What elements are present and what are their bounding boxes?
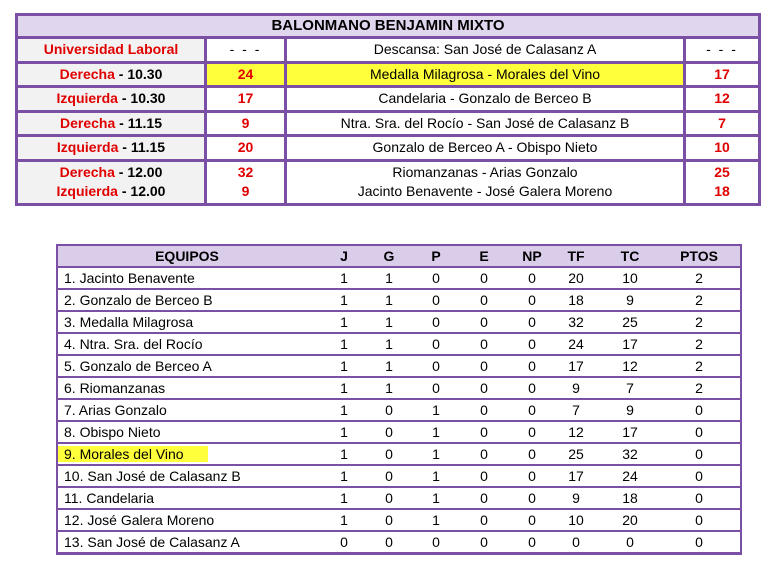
stat-tc: 20 — [622, 512, 638, 528]
stat-np: 0 — [528, 292, 536, 308]
stat-np: 0 — [528, 446, 536, 462]
stat-g: 1 — [385, 292, 393, 308]
team-name — [58, 466, 316, 486]
stat-pts: 2 — [695, 336, 703, 352]
stat-np: 0 — [528, 402, 536, 418]
team-name — [58, 400, 316, 420]
match-name: Jacinto Benavente - José Galera Moreno — [287, 181, 683, 203]
team-name — [58, 268, 316, 288]
team-label: 11. Candelaria — [64, 490, 155, 506]
results-row — [18, 113, 758, 135]
away-score: 7 — [686, 113, 758, 135]
court-time-cell: Derecha - 11.15 — [18, 113, 204, 135]
stat-pts: 2 — [695, 292, 703, 308]
stat-p: 0 — [432, 380, 440, 396]
stat-tc: 24 — [622, 468, 638, 484]
stat-e: 0 — [480, 402, 488, 418]
stat-e: 0 — [480, 446, 488, 462]
stat-pts: 0 — [695, 490, 703, 506]
team-name — [58, 290, 316, 310]
stat-tf: 7 — [572, 402, 580, 418]
stat-g: 0 — [385, 534, 393, 550]
stat-tc: 18 — [622, 490, 638, 506]
team-label: 12. José Galera Moreno — [64, 512, 215, 528]
court-time-cell: Universidad Laboral — [18, 39, 204, 61]
away-score: 18 — [686, 181, 758, 203]
stat-tf: 24 — [568, 336, 584, 352]
stat-tc: 25 — [622, 314, 638, 330]
stat-j: 1 — [340, 380, 348, 396]
standings-header — [58, 246, 740, 266]
stat-e: 0 — [480, 380, 488, 396]
stat-tf: 10 — [568, 512, 584, 528]
team-label: 1. Jacinto Benavente — [64, 270, 195, 286]
stat-p: 1 — [432, 468, 440, 484]
stat-tc: 17 — [622, 336, 638, 352]
stat-pts: 0 — [695, 402, 703, 418]
stat-tf: 20 — [568, 270, 584, 286]
team-label: 3. Medalla Milagrosa — [64, 314, 194, 330]
team-name — [58, 444, 316, 464]
stat-e: 0 — [480, 534, 488, 550]
court-time-cell: Derecha - 12.00 — [18, 162, 204, 184]
match-name: Medalla Milagrosa - Morales del Vino — [287, 64, 683, 86]
stat-j: 0 — [340, 534, 348, 550]
home-score: 24 — [207, 64, 284, 86]
table-row — [58, 378, 740, 398]
stat-np: 0 — [528, 380, 536, 396]
match-name: Gonzalo de Berceo A - Obispo Nieto — [287, 137, 683, 159]
stat-pts: 2 — [695, 380, 703, 396]
stat-tf: 9 — [572, 490, 580, 506]
stat-g: 1 — [385, 380, 393, 396]
stat-tc: 0 — [626, 534, 634, 550]
away-score: 25 — [686, 162, 758, 184]
stat-np: 0 — [528, 490, 536, 506]
results-row — [18, 39, 758, 61]
away-score: - - - — [686, 39, 758, 61]
team-label: 8. Obispo Nieto — [64, 424, 161, 440]
header-team: EQUIPOS — [155, 248, 219, 264]
court-time-cell: Izquierda - 10.30 — [18, 88, 204, 110]
stat-p: 1 — [432, 446, 440, 462]
stat-tf: 0 — [572, 534, 580, 550]
home-score: 9 — [207, 113, 284, 135]
table-row — [58, 290, 740, 310]
team-name — [58, 356, 316, 376]
stat-j: 1 — [340, 292, 348, 308]
stat-np: 0 — [528, 270, 536, 286]
stat-np: 0 — [528, 358, 536, 374]
table-row — [58, 532, 740, 552]
stat-e: 0 — [480, 270, 488, 286]
away-score: 17 — [686, 64, 758, 86]
team-label: 5. Gonzalo de Berceo A — [64, 358, 212, 374]
stat-np: 0 — [528, 534, 536, 550]
stat-pts: 0 — [695, 424, 703, 440]
stat-j: 1 — [340, 336, 348, 352]
stat-e: 0 — [480, 314, 488, 330]
stat-np: 0 — [528, 424, 536, 440]
stat-g: 1 — [385, 336, 393, 352]
table-row — [58, 268, 740, 288]
stat-p: 0 — [432, 270, 440, 286]
stat-j: 1 — [340, 424, 348, 440]
results-row — [18, 181, 758, 203]
team-name — [58, 378, 316, 398]
home-score: 32 — [207, 162, 284, 184]
team-label: 2. Gonzalo de Berceo B — [64, 292, 213, 308]
stat-j: 1 — [340, 468, 348, 484]
stat-j: 1 — [340, 446, 348, 462]
table-row — [58, 334, 740, 354]
header-np: NP — [522, 248, 542, 264]
stat-tc: 9 — [626, 402, 634, 418]
home-score: - - - — [207, 39, 284, 61]
team-name — [58, 334, 316, 354]
results-row — [18, 64, 758, 86]
stat-g: 0 — [385, 402, 393, 418]
stat-j: 1 — [340, 490, 348, 506]
stat-tc: 12 — [622, 358, 638, 374]
stat-g: 0 — [385, 490, 393, 506]
stat-p: 0 — [432, 358, 440, 374]
stat-tc: 10 — [622, 270, 638, 286]
home-score: 9 — [207, 181, 284, 203]
table-row — [58, 422, 740, 442]
stat-np: 0 — [528, 468, 536, 484]
stat-pts: 0 — [695, 512, 703, 528]
stat-g: 0 — [385, 424, 393, 440]
stat-j: 1 — [340, 512, 348, 528]
table-row — [58, 400, 740, 420]
stat-p: 1 — [432, 512, 440, 528]
header-g: G — [383, 248, 395, 264]
standings-table — [56, 244, 742, 555]
court-time-cell: Derecha - 10.30 — [18, 64, 204, 86]
home-score: 17 — [207, 88, 284, 110]
stat-tc: 9 — [626, 292, 634, 308]
team-name — [58, 488, 316, 508]
away-score: 12 — [686, 88, 758, 110]
header-tf: TF — [567, 248, 585, 264]
stat-p: 1 — [432, 402, 440, 418]
stat-p: 1 — [432, 424, 440, 440]
results-title: BALONMANO BENJAMIN MIXTO — [18, 16, 758, 36]
match-name: Riomanzanas - Arias Gonzalo — [287, 162, 683, 184]
stat-tf: 25 — [568, 446, 584, 462]
table-row — [58, 444, 740, 464]
stat-np: 0 — [528, 314, 536, 330]
stat-np: 0 — [528, 512, 536, 528]
stat-tf: 12 — [568, 424, 584, 440]
stat-e: 0 — [480, 292, 488, 308]
match-name: Descansa: San José de Calasanz A — [287, 39, 683, 61]
stat-tc: 17 — [622, 424, 638, 440]
team-label: 7. Arias Gonzalo — [64, 402, 167, 418]
stat-e: 0 — [480, 512, 488, 528]
stat-pts: 2 — [695, 358, 703, 374]
results-row — [18, 137, 758, 159]
table-row — [58, 356, 740, 376]
team-label: 13. San José de Calasanz A — [64, 534, 240, 550]
match-name: Ntra. Sra. del Rocío - San José de Calasanz B — [287, 113, 683, 135]
stat-g: 1 — [385, 314, 393, 330]
header-pts: PTOS — [680, 248, 718, 264]
stat-pts: 0 — [695, 468, 703, 484]
stat-pts: 2 — [695, 314, 703, 330]
stat-p: 0 — [432, 534, 440, 550]
table-row — [58, 312, 740, 332]
table-row — [58, 510, 740, 530]
team-name — [58, 532, 316, 552]
stat-e: 0 — [480, 336, 488, 352]
stat-g: 0 — [385, 512, 393, 528]
stat-j: 1 — [340, 270, 348, 286]
home-score: 20 — [207, 137, 284, 159]
table-row — [58, 488, 740, 508]
stat-tf: 9 — [572, 380, 580, 396]
stat-j: 1 — [340, 358, 348, 374]
stat-tc: 32 — [622, 446, 638, 462]
stat-e: 0 — [480, 358, 488, 374]
header-tc: TC — [620, 248, 640, 264]
table-row — [58, 466, 740, 486]
court-time-cell: Izquierda - 11.15 — [18, 137, 204, 159]
header-p: P — [431, 248, 441, 264]
team-name — [58, 422, 316, 442]
team-name — [58, 510, 316, 530]
stat-j: 1 — [340, 402, 348, 418]
away-score: 10 — [686, 137, 758, 159]
stat-e: 0 — [480, 468, 488, 484]
stat-p: 1 — [432, 490, 440, 506]
match-name: Candelaria - Gonzalo de Berceo B — [287, 88, 683, 110]
results-row — [18, 162, 758, 184]
stat-tc: 7 — [626, 380, 634, 396]
stat-j: 1 — [340, 314, 348, 330]
stat-pts: 2 — [695, 270, 703, 286]
stat-tf: 17 — [568, 358, 584, 374]
stat-p: 0 — [432, 336, 440, 352]
team-name — [58, 312, 316, 332]
results-row — [18, 88, 758, 110]
team-label: 4. Ntra. Sra. del Rocío — [64, 336, 203, 352]
court-time-cell: Izquierda - 12.00 — [18, 181, 204, 203]
stat-g: 1 — [385, 270, 393, 286]
header-e: E — [479, 248, 489, 264]
stat-p: 0 — [432, 292, 440, 308]
stat-g: 0 — [385, 468, 393, 484]
results-table — [15, 13, 761, 206]
stat-np: 0 — [528, 336, 536, 352]
stat-tf: 18 — [568, 292, 584, 308]
stat-tf: 17 — [568, 468, 584, 484]
stat-pts: 0 — [695, 446, 703, 462]
stat-e: 0 — [480, 490, 488, 506]
team-label: 10. San José de Calasanz B — [64, 468, 241, 484]
stat-pts: 0 — [695, 534, 703, 550]
stat-g: 1 — [385, 358, 393, 374]
team-label: 6. Riomanzanas — [64, 380, 166, 396]
team-label: 9. Morales del Vino — [64, 446, 184, 462]
stat-p: 0 — [432, 314, 440, 330]
stat-e: 0 — [480, 424, 488, 440]
stat-g: 0 — [385, 446, 393, 462]
header-j: J — [340, 248, 348, 264]
stat-tf: 32 — [568, 314, 584, 330]
